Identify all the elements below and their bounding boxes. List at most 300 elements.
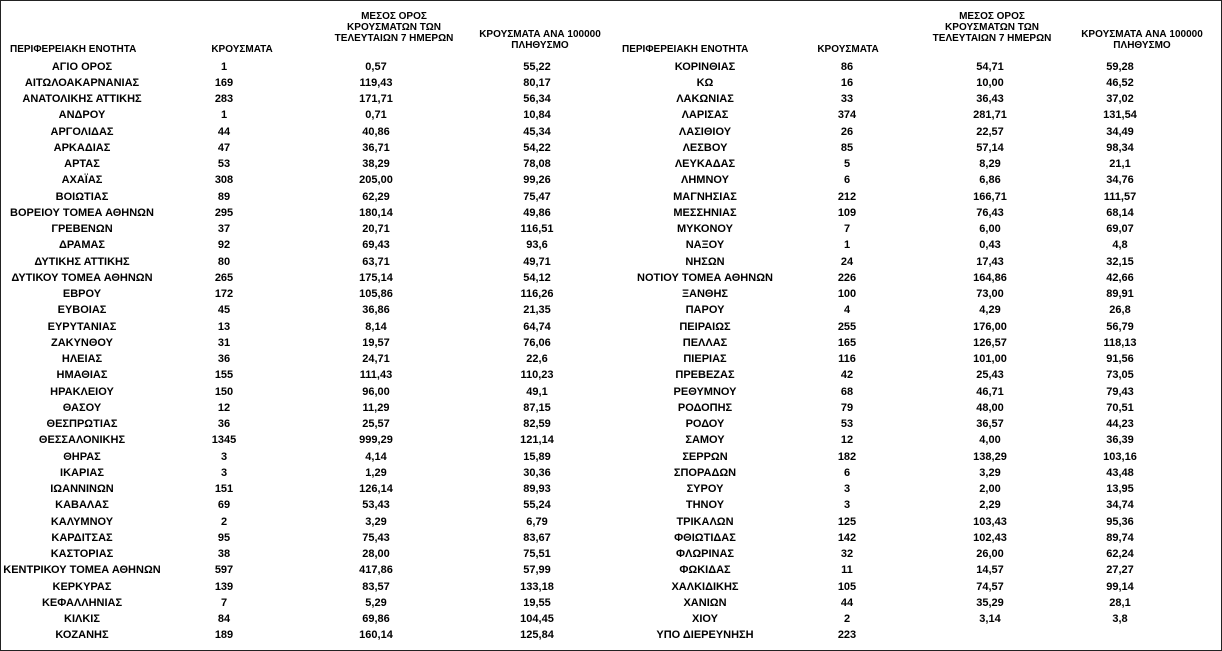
cases-cell: 7 bbox=[843, 223, 851, 235]
table-row bbox=[0, 367, 1222, 383]
rate-cell: 125,84 bbox=[520, 629, 554, 642]
table-row bbox=[0, 91, 1222, 107]
rate-cell: 34,76 bbox=[1106, 174, 1134, 187]
rate-cell: 89,93 bbox=[523, 483, 551, 495]
rate-cell: 82,59 bbox=[523, 418, 551, 430]
rate-cell: 98,34 bbox=[1106, 141, 1134, 154]
rate-cell: 49,1 bbox=[526, 385, 548, 398]
cases-cell: 44 bbox=[840, 596, 854, 609]
cases-cell: 374 bbox=[837, 109, 857, 122]
header-rate-line1: ΚΡΟΥΣΜΑΤΑ ΑΝΑ 100000 bbox=[1081, 29, 1203, 40]
avg-cell: 63,71 bbox=[362, 255, 390, 268]
region-cell: ΚΟΡΙΝΘΙΑΣ bbox=[674, 60, 736, 73]
header-rate-line2: ΠΛΗΘΥΣΜΟ bbox=[511, 40, 569, 51]
rate-cell: 6,79 bbox=[526, 515, 548, 528]
header-cases-right: ΚΡΟΥΣΜΑΤΑ bbox=[817, 44, 879, 55]
region-cell: ΑΡΚΑΔΙΑΣ bbox=[53, 141, 111, 154]
cases-cell: 38 bbox=[217, 548, 231, 560]
cases-cell: 32 bbox=[840, 548, 854, 560]
cases-cell: 47 bbox=[217, 141, 231, 154]
region-cell: ΦΩΚΙΔΑΣ bbox=[679, 564, 731, 577]
rate-cell: 28,1 bbox=[1109, 596, 1131, 609]
avg-cell: 76,43 bbox=[976, 206, 1004, 219]
rate-cell: 99,14 bbox=[1106, 580, 1134, 593]
cases-cell: 255 bbox=[837, 320, 857, 333]
avg-cell: 17,43 bbox=[976, 255, 1004, 268]
cases-cell: 165 bbox=[837, 336, 857, 349]
cases-cell: 226 bbox=[837, 271, 857, 284]
rate-cell: 70,51 bbox=[1106, 401, 1134, 414]
cases-cell: 155 bbox=[214, 369, 234, 382]
rate-cell: 3,8 bbox=[1112, 613, 1128, 625]
cases-cell: 79 bbox=[840, 401, 854, 414]
region-cell: ΙΩΑΝΝΙΝΩΝ bbox=[50, 483, 114, 495]
avg-cell: 14,57 bbox=[976, 564, 1004, 577]
avg-cell: 999,29 bbox=[359, 434, 393, 447]
rate-cell: 27,27 bbox=[1106, 564, 1134, 577]
region-cell: ΑΧΑΪΑΣ bbox=[61, 174, 103, 187]
region-cell: ΚΩ bbox=[696, 76, 714, 89]
region-cell: ΕΒΡΟΥ bbox=[62, 288, 102, 300]
rate-cell: 131,54 bbox=[1103, 109, 1137, 122]
cases-cell: 69 bbox=[217, 499, 231, 512]
table-row bbox=[0, 595, 1222, 611]
cases-cell: 142 bbox=[837, 531, 857, 544]
table-row bbox=[0, 172, 1222, 188]
table-row bbox=[0, 59, 1222, 75]
avg-cell: 26,00 bbox=[976, 548, 1004, 560]
table-row bbox=[0, 205, 1222, 221]
region-cell: ΔΥΤΙΚΟΥ ΤΟΜΕΑ ΑΘΗΝΩΝ bbox=[11, 271, 153, 284]
rate-cell: 68,14 bbox=[1106, 206, 1134, 219]
avg-cell: 38,29 bbox=[362, 158, 390, 170]
cases-cell: 24 bbox=[840, 255, 854, 268]
rate-cell: 89,74 bbox=[1106, 531, 1134, 544]
cases-cell: 12 bbox=[840, 434, 854, 447]
region-cell: ΞΑΝΘΗΣ bbox=[681, 288, 729, 300]
cases-cell: 105 bbox=[837, 580, 857, 593]
cases-cell: 16 bbox=[840, 76, 854, 89]
rate-cell: 116,26 bbox=[520, 288, 554, 300]
avg-cell: 24,71 bbox=[362, 353, 390, 365]
region-cell: ΒΟΡΕΙΟΥ ΤΟΜΕΑ ΑΘΗΝΩΝ bbox=[10, 206, 154, 219]
avg-cell: 119,43 bbox=[359, 76, 393, 89]
table-row bbox=[0, 465, 1222, 481]
header-rate-left bbox=[465, 29, 615, 51]
avg-cell: 103,43 bbox=[973, 515, 1007, 528]
rate-cell: 42,66 bbox=[1106, 271, 1134, 284]
avg-cell: 69,43 bbox=[362, 239, 390, 252]
table-row bbox=[0, 237, 1222, 253]
header-region-left: ΠΕΡΙΦΕΡΕΙΑΚΗ ΕΝΟΤΗΤΑ bbox=[10, 44, 137, 55]
rate-cell: 111,57 bbox=[1103, 190, 1137, 203]
rate-cell: 75,51 bbox=[523, 548, 551, 560]
cases-cell: 1 bbox=[220, 60, 228, 73]
cases-cell: 1 bbox=[220, 109, 228, 122]
rate-cell: 80,17 bbox=[523, 76, 551, 89]
rate-cell: 93,6 bbox=[526, 239, 548, 252]
avg-cell: 62,29 bbox=[362, 190, 390, 203]
avg-cell: 0,71 bbox=[365, 109, 387, 122]
avg-cell: 35,29 bbox=[976, 596, 1004, 609]
rate-cell: 26,8 bbox=[1109, 304, 1131, 317]
cases-cell: 3 bbox=[843, 483, 851, 495]
cases-cell: 89 bbox=[217, 190, 231, 203]
table-row bbox=[0, 286, 1222, 302]
rate-cell: 78,08 bbox=[523, 158, 551, 170]
header-rate-line1: ΚΡΟΥΣΜΑΤΑ ΑΝΑ 100000 bbox=[479, 29, 601, 40]
region-cell: ΑΙΤΩΛΟΑΚΑΡΝΑΝΙΑΣ bbox=[24, 76, 140, 89]
avg-cell: 22,57 bbox=[976, 125, 1004, 138]
avg-cell: 96,00 bbox=[362, 385, 390, 398]
region-cell: ΚΑΡΔΙΤΣΑΣ bbox=[51, 531, 113, 544]
cases-cell: 151 bbox=[214, 483, 234, 495]
rate-cell: 79,43 bbox=[1106, 385, 1134, 398]
table-row bbox=[0, 189, 1222, 205]
cases-cell: 42 bbox=[840, 369, 854, 382]
region-cell: ΑΝΔΡΟΥ bbox=[58, 109, 106, 122]
avg-cell: 281,71 bbox=[973, 109, 1007, 122]
rate-cell: 54,12 bbox=[523, 271, 551, 284]
rate-cell: 55,24 bbox=[523, 499, 551, 512]
rate-cell: 21,1 bbox=[1109, 158, 1131, 170]
region-cell: ΣΕΡΡΩΝ bbox=[682, 450, 728, 463]
avg-cell: 54,71 bbox=[976, 60, 1004, 73]
rate-cell: 104,45 bbox=[520, 613, 554, 625]
region-cell: ΠΑΡΟΥ bbox=[685, 304, 725, 317]
rate-cell: 103,16 bbox=[1103, 450, 1137, 463]
region-cell: ΣΥΡΟΥ bbox=[686, 483, 724, 495]
region-cell: ΛΑΡΙΣΑΣ bbox=[681, 109, 729, 122]
region-cell: ΘΕΣΣΑΛΟΝΙΚΗΣ bbox=[38, 434, 126, 447]
cases-cell: 68 bbox=[840, 385, 854, 398]
table-row bbox=[0, 481, 1222, 497]
avg-cell: 8,29 bbox=[979, 158, 1001, 170]
avg-cell: 126,14 bbox=[359, 483, 393, 495]
avg-cell: 111,43 bbox=[359, 369, 393, 382]
rate-cell: 55,22 bbox=[523, 60, 551, 73]
rate-cell: 95,36 bbox=[1106, 515, 1134, 528]
rate-cell: 22,6 bbox=[526, 353, 548, 365]
region-cell: ΘΑΣΟΥ bbox=[62, 401, 102, 414]
cases-cell: 44 bbox=[217, 125, 231, 138]
cases-cell: 597 bbox=[214, 564, 234, 577]
cases-cell: 182 bbox=[837, 450, 857, 463]
region-cell: ΜΕΣΣΗΝΙΑΣ bbox=[673, 206, 737, 219]
cases-cell: 53 bbox=[217, 158, 231, 170]
avg-cell: 73,00 bbox=[976, 288, 1004, 300]
avg-cell: 166,71 bbox=[973, 190, 1007, 203]
avg-cell: 48,00 bbox=[976, 401, 1004, 414]
rate-cell: 73,05 bbox=[1106, 369, 1134, 382]
cases-cell: 3 bbox=[220, 450, 228, 463]
avg-cell: 19,57 bbox=[362, 336, 390, 349]
cases-cell: 125 bbox=[837, 515, 857, 528]
rate-cell: 56,79 bbox=[1106, 320, 1134, 333]
avg-cell: 417,86 bbox=[359, 564, 393, 577]
region-cell: ΡΟΔΟΠΗΣ bbox=[677, 401, 733, 414]
rate-cell: 30,36 bbox=[523, 466, 551, 479]
table-row bbox=[0, 319, 1222, 335]
region-cell: ΚΕΡΚΥΡΑΣ bbox=[52, 580, 112, 593]
region-cell: ΗΛΕΙΑΣ bbox=[61, 353, 103, 365]
cases-cell: 6 bbox=[843, 174, 851, 187]
table-row bbox=[0, 611, 1222, 627]
region-cell: ΚΕΦΑΛΛΗΝΙΑΣ bbox=[41, 596, 123, 609]
avg-cell: 171,71 bbox=[359, 93, 393, 105]
rate-cell: 56,34 bbox=[523, 93, 551, 105]
cases-cell: 31 bbox=[217, 336, 231, 349]
region-cell: ΘΗΡΑΣ bbox=[63, 450, 101, 463]
avg-cell: 11,29 bbox=[362, 401, 390, 414]
table-row bbox=[0, 384, 1222, 400]
avg-cell: 74,57 bbox=[976, 580, 1004, 593]
header-avg-line2: ΚΡΟΥΣΜΑΤΩΝ ΤΩΝ bbox=[945, 22, 1039, 33]
rate-cell: 34,74 bbox=[1106, 499, 1134, 512]
region-cell: ΛΗΜΝΟΥ bbox=[681, 174, 729, 187]
region-cell: ΝΗΣΩΝ bbox=[685, 255, 725, 268]
region-cell: ΕΥΒΟΙΑΣ bbox=[57, 304, 107, 317]
avg-cell: 164,86 bbox=[973, 271, 1007, 284]
avg-cell: 40,86 bbox=[362, 125, 390, 138]
avg-cell: 138,29 bbox=[973, 450, 1007, 463]
table-row bbox=[0, 270, 1222, 286]
avg-cell: 36,86 bbox=[362, 304, 390, 317]
region-cell: ΦΘΙΩΤΙΔΑΣ bbox=[674, 531, 736, 544]
cases-cell: 169 bbox=[214, 76, 234, 89]
avg-cell: 25,43 bbox=[976, 369, 1004, 382]
table-row bbox=[0, 530, 1222, 546]
cases-cell: 3 bbox=[843, 499, 851, 512]
region-cell: ΤΗΝΟΥ bbox=[685, 499, 725, 512]
cases-cell: 1 bbox=[843, 239, 851, 252]
header-avg-line1: ΜΕΣΟΣ ΟΡΟΣ bbox=[959, 11, 1025, 22]
avg-cell: 176,00 bbox=[973, 320, 1007, 333]
avg-cell: 10,00 bbox=[976, 76, 1004, 89]
avg-cell: 69,86 bbox=[362, 613, 390, 625]
cases-cell: 84 bbox=[217, 613, 231, 625]
region-cell: ΜΥΚΟΝΟΥ bbox=[676, 223, 734, 235]
header-avg-right bbox=[918, 11, 1066, 44]
header-rate-line2: ΠΛΗΘΥΣΜΟ bbox=[1113, 40, 1171, 51]
avg-cell: 8,14 bbox=[365, 320, 387, 333]
rate-cell: 121,14 bbox=[520, 434, 554, 447]
region-cell: ΛΕΣΒΟΥ bbox=[682, 141, 728, 154]
cases-cell: 95 bbox=[217, 531, 231, 544]
region-cell: ΠΕΛΛΑΣ bbox=[682, 336, 728, 349]
rate-cell: 83,67 bbox=[523, 531, 551, 544]
region-cell: ΚΕΝΤΡΙΚΟΥ ΤΟΜΕΑ ΑΘΗΝΩΝ bbox=[3, 564, 161, 577]
region-cell: ΥΠΟ ΔΙΕΡΕΥΝΗΣΗ bbox=[656, 629, 754, 642]
cases-cell: 2 bbox=[843, 613, 851, 625]
region-cell: ΕΥΡΥΤΑΝΙΑΣ bbox=[47, 320, 117, 333]
region-cell: ΔΥΤΙΚΗΣ ΑΤΤΙΚΗΣ bbox=[34, 255, 130, 268]
avg-cell: 25,57 bbox=[362, 418, 390, 430]
rate-cell: 13,95 bbox=[1106, 483, 1134, 495]
avg-cell: 53,43 bbox=[362, 499, 390, 512]
region-cell: ΛΑΚΩΝΙΑΣ bbox=[676, 93, 734, 105]
header-avg-line1: ΜΕΣΟΣ ΟΡΟΣ bbox=[361, 11, 427, 22]
cases-cell: 36 bbox=[217, 418, 231, 430]
avg-cell: 175,14 bbox=[359, 271, 393, 284]
region-cell: ΗΜΑΘΙΑΣ bbox=[56, 369, 108, 382]
header-rate-right bbox=[1067, 29, 1217, 51]
region-cell: ΤΡΙΚΑΛΩΝ bbox=[676, 515, 734, 528]
header-cases-left: ΚΡΟΥΣΜΑΤΑ bbox=[211, 44, 273, 55]
table-row bbox=[0, 335, 1222, 351]
region-cell: ΑΡΤΑΣ bbox=[64, 158, 100, 170]
cases-cell: 265 bbox=[214, 271, 234, 284]
region-cell: ΜΑΓΝΗΣΙΑΣ bbox=[673, 190, 737, 203]
rate-cell: 46,52 bbox=[1106, 76, 1134, 89]
avg-cell: 105,86 bbox=[359, 288, 393, 300]
avg-cell: 6,00 bbox=[979, 223, 1001, 235]
table-row bbox=[0, 627, 1222, 643]
avg-cell: 4,14 bbox=[365, 450, 387, 463]
cases-cell: 223 bbox=[837, 629, 857, 642]
rate-cell: 49,71 bbox=[523, 255, 551, 268]
region-cell: ΗΡΑΚΛΕΙΟΥ bbox=[50, 385, 114, 398]
avg-cell: 36,43 bbox=[976, 93, 1004, 105]
rate-cell: 49,86 bbox=[523, 206, 551, 219]
region-cell: ΦΛΩΡΙΝΑΣ bbox=[675, 548, 735, 560]
region-cell: ΒΟΙΩΤΙΑΣ bbox=[55, 190, 109, 203]
cases-cell: 7 bbox=[220, 596, 228, 609]
cases-cell: 45 bbox=[217, 304, 231, 317]
avg-cell: 3,29 bbox=[365, 515, 387, 528]
rate-cell: 62,24 bbox=[1106, 548, 1134, 560]
region-cell: ΙΚΑΡΙΑΣ bbox=[60, 466, 104, 479]
avg-cell: 2,29 bbox=[979, 499, 1001, 512]
rate-cell: 116,51 bbox=[520, 223, 554, 235]
region-cell: ΘΕΣΠΡΩΤΙΑΣ bbox=[46, 418, 118, 430]
table-row bbox=[0, 156, 1222, 172]
avg-cell: 0,43 bbox=[979, 239, 1001, 252]
table-row bbox=[0, 124, 1222, 140]
region-cell: ΡΟΔΟΥ bbox=[685, 418, 725, 430]
avg-cell: 101,00 bbox=[973, 353, 1007, 365]
avg-cell: 3,14 bbox=[979, 613, 1001, 625]
table-row bbox=[0, 562, 1222, 578]
region-cell: ΚΑΒΑΛΑΣ bbox=[55, 499, 109, 512]
region-cell: ΖΑΚΥΝΘΟΥ bbox=[50, 336, 114, 349]
rate-cell: 110,23 bbox=[520, 369, 554, 382]
region-cell: ΡΕΘΥΜΝΟΥ bbox=[673, 385, 737, 398]
rate-cell: 45,34 bbox=[523, 125, 551, 138]
cases-cell: 11 bbox=[841, 564, 853, 577]
rate-cell: 75,47 bbox=[523, 190, 551, 203]
rate-cell: 118,13 bbox=[1103, 336, 1137, 349]
avg-cell: 57,14 bbox=[976, 141, 1004, 154]
header-avg-left bbox=[320, 11, 468, 44]
avg-cell: 46,71 bbox=[976, 385, 1004, 398]
avg-cell: 36,57 bbox=[976, 418, 1004, 430]
cases-cell: 2 bbox=[220, 515, 228, 528]
cases-cell: 53 bbox=[840, 418, 854, 430]
region-cell: ΝΟΤΙΟΥ ΤΟΜΕΑ ΑΘΗΝΩΝ bbox=[637, 271, 773, 284]
region-cell: ΔΡΑΜΑΣ bbox=[58, 239, 106, 252]
cases-cell: 6 bbox=[843, 466, 851, 479]
rate-cell: 37,02 bbox=[1106, 93, 1134, 105]
rate-cell: 133,18 bbox=[520, 580, 554, 593]
avg-cell: 4,29 bbox=[979, 304, 1001, 317]
region-cell: ΚΟΖΑΝΗΣ bbox=[55, 629, 109, 642]
avg-cell: 4,00 bbox=[979, 434, 1001, 447]
cases-cell: 189 bbox=[214, 629, 234, 642]
avg-cell: 28,00 bbox=[362, 548, 390, 560]
table-row bbox=[0, 579, 1222, 595]
rate-cell: 99,26 bbox=[523, 174, 551, 187]
header-avg-line3: ΤΕΛΕΥΤΑΙΩΝ 7 ΗΜΕΡΩΝ bbox=[334, 33, 454, 44]
region-cell: ΛΕΥΚΑΔΑΣ bbox=[674, 158, 736, 170]
cases-cell: 308 bbox=[214, 174, 234, 187]
cases-cell: 37 bbox=[217, 223, 231, 235]
region-cell: ΠΕΙΡΑΙΩΣ bbox=[679, 320, 731, 333]
region-cell: ΑΓΙΟ ΟΡΟΣ bbox=[51, 60, 113, 73]
rate-cell: 57,99 bbox=[523, 564, 551, 577]
region-cell: ΝΑΞΟΥ bbox=[685, 239, 725, 252]
rate-cell: 54,22 bbox=[523, 141, 551, 154]
cases-cell: 85 bbox=[840, 141, 854, 154]
avg-cell: 36,71 bbox=[362, 141, 390, 154]
table-row bbox=[0, 75, 1222, 91]
cases-cell: 283 bbox=[214, 93, 234, 105]
rate-cell: 91,56 bbox=[1106, 353, 1134, 365]
cases-cell: 86 bbox=[840, 60, 854, 73]
table-row bbox=[0, 254, 1222, 270]
table-row bbox=[0, 546, 1222, 562]
avg-cell: 160,14 bbox=[359, 629, 393, 642]
region-cell: ΓΡΕΒΕΝΩΝ bbox=[51, 223, 113, 235]
rate-cell: 32,15 bbox=[1106, 255, 1134, 268]
rate-cell: 36,39 bbox=[1106, 434, 1134, 447]
cases-cell: 5 bbox=[843, 158, 851, 170]
cases-cell: 3 bbox=[220, 466, 228, 479]
cases-cell: 172 bbox=[214, 288, 234, 300]
avg-cell: 0,57 bbox=[365, 60, 387, 73]
avg-cell: 180,14 bbox=[359, 206, 393, 219]
table-row bbox=[0, 140, 1222, 156]
rate-cell: 69,07 bbox=[1106, 223, 1134, 235]
avg-cell: 102,43 bbox=[973, 531, 1007, 544]
region-cell: ΚΑΣΤΟΡΙΑΣ bbox=[50, 548, 114, 560]
cases-cell: 12 bbox=[217, 401, 231, 414]
avg-cell: 83,57 bbox=[362, 580, 390, 593]
avg-cell: 75,43 bbox=[362, 531, 390, 544]
cases-cell: 26 bbox=[840, 125, 854, 138]
region-cell: ΚΙΛΚΙΣ bbox=[64, 613, 100, 625]
rate-cell: 89,91 bbox=[1106, 288, 1134, 300]
rate-cell: 59,28 bbox=[1106, 60, 1134, 73]
header-region-right: ΠΕΡΙΦΕΡΕΙΑΚΗ ΕΝΟΤΗΤΑ bbox=[622, 44, 749, 55]
region-cell: ΛΑΣΙΘΙΟΥ bbox=[678, 125, 732, 138]
table-row bbox=[0, 449, 1222, 465]
table-row bbox=[0, 221, 1222, 237]
avg-cell: 5,29 bbox=[365, 596, 387, 609]
rate-cell: 4,8 bbox=[1112, 239, 1128, 252]
cases-cell: 13 bbox=[217, 320, 231, 333]
region-cell: ΣΠΟΡΑΔΩΝ bbox=[673, 466, 737, 479]
rate-cell: 64,74 bbox=[523, 320, 551, 333]
table-row bbox=[0, 514, 1222, 530]
rate-cell: 44,23 bbox=[1106, 418, 1134, 430]
cases-cell: 295 bbox=[214, 206, 234, 219]
rate-cell: 76,06 bbox=[523, 336, 551, 349]
table-row bbox=[0, 351, 1222, 367]
region-cell: ΑΝΑΤΟΛΙΚΗΣ ΑΤΤΙΚΗΣ bbox=[22, 93, 142, 105]
rate-cell: 87,15 bbox=[523, 401, 551, 414]
region-cell: ΠΡΕΒΕΖΑΣ bbox=[675, 369, 735, 382]
